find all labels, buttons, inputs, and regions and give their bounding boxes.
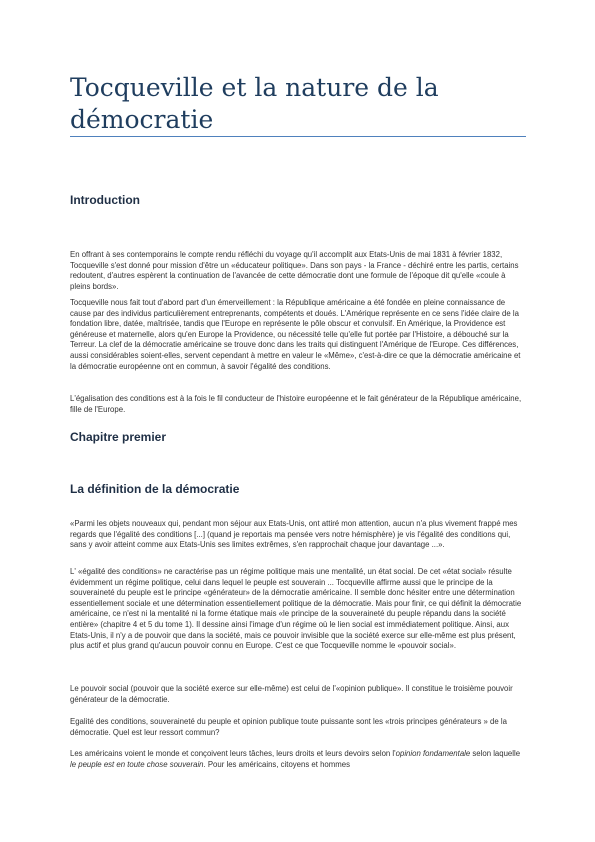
italic-phrase: le peuple est en toute chose souverain xyxy=(70,759,204,769)
definition-paragraph-1: «Parmi les objets nouveaux qui, pendant mon séjour aux Etats-Unis, ont attiré mon attention, aucun n'a plus vivement frappé mes regards que l'égalité des conditions [...] (quand je reportais ma pensée vers notre hémisphère) je vis l'égalité des conditions qui, sans y avoir atteint comme aux Etats-Unis ses limites extrêmes, s'en rapprochait chaque jour davantage ...». xyxy=(70,519,518,550)
heading-chapter: Chapitre premier xyxy=(70,430,167,444)
italic-phrase: opinion fondamentale xyxy=(395,749,471,758)
intro-paragraph-1: En offrant à ses contemporains le compte rendu réfléchi du voyage qu'il accomplit aux Etats-Unis de mai 1831 à février 1832, Tocqueville s'est donné pour mission d'être un «éducateur politique». Dans son pays - la France - déchiré entre les partis, certains redoutent, d'autres espèrent la continuation de l'avancée de cette démocratie dont une formule de l'époque dit qu'elle «coule à pleins bords». xyxy=(70,250,519,291)
heading-introduction: Introduction xyxy=(70,193,140,207)
definition-paragraph-4: Egalité des conditions, souveraineté du peuple et opinion publique toute puissante sont les «trois principes générateurs » de la démocratie. Quel est leur ressort commun? xyxy=(70,717,507,737)
paragraph-text: . Pour les américains, citoyens et hommes xyxy=(203,759,350,769)
heading-definition: La définition de la démocratie xyxy=(70,482,240,496)
page-title: Tocqueville et la nature de la démocratie xyxy=(70,73,439,134)
paragraph-text: Les américains voient le monde et conçoivent leurs tâches, leurs droits et leurs devoirs selon l' xyxy=(70,749,396,758)
intro-paragraph-3: L'égalisation des conditions est à la fois le fil conducteur de l'histoire européenne et le fait générateur de la République américaine, fille de l'Europe. xyxy=(70,394,522,414)
paragraph-text: selon laquelle xyxy=(470,749,521,758)
definition-paragraph-2: L' «égalité des conditions» ne caractérise pas un régime politique mais une mentalité, un état social. De cet «état social» résulte évidemment un régime politique, celui dans lequel le peuple est souverain ... Tocqueville affirme aussi que le principe de la souveraineté du peuple est le principe «générateur» de la démocratie américaine. Il semble donc hésiter entre une détermination essentiellement sociale et une détermination essentiellement politique de la démocratie. Mais pour finir, ce qui définit la démocratie américaine, ce n'est ni la mentalité ni la forme étatique mais «le principe de la souveraineté du peuple répandu dans la société entière» (chapitre 4 et 5 du tome 1). Il dessine ainsi l'image d'un régime où le lien social est immédiatement politique. Ainsi, aux Etats-Unis, il n'y a de pouvoir que dans la société, mais ce pouvoir invisible que la société exerce sur elle-même est plus présent, plus actif et plus grand qu'aucun pouvoir connu en Europe. C'est ce que Tocqueville nomme le «pouvoir social». xyxy=(70,567,522,651)
title-divider xyxy=(70,136,526,137)
definition-paragraph-5 xyxy=(70,749,528,770)
intro-paragraph-2: Tocqueville nous fait tout d'abord part d'un émerveillement : la République américaine a été fondée en pleine connaissance de cause par des individus particulièrement entreprenants, compétents et doués. L'Amérique représente en ce sens l'idée claire de la fondation libre, datée, maîtrisée, tandis que l'Europe en représente le pôle obscur et convulsif. En Amérique, la Providence est généreuse et maternelle, alors qu'en Europe la Providence, ou nécessité telle qu'elle fut portée par l'Histoire, a débouché sur la Terreur. La clef de la démocratie américaine se trouve donc dans les traits qui distinguent l'Amérique de l'Europe. Ces différences, aussi considérables soient-elles, servent cependant à mettre en valeur le «Même», c'est-à-dire ce que la démocratie américaine et la démocratie européenne ont en commun, à savoir l'égalité des conditions. xyxy=(70,298,521,371)
definition-paragraph-3: Le pouvoir social (pouvoir que la société exerce sur elle-même) est celui de l'«opinion publique». Il constitue le troisième pouvoir générateur de la démocratie. xyxy=(70,684,513,704)
